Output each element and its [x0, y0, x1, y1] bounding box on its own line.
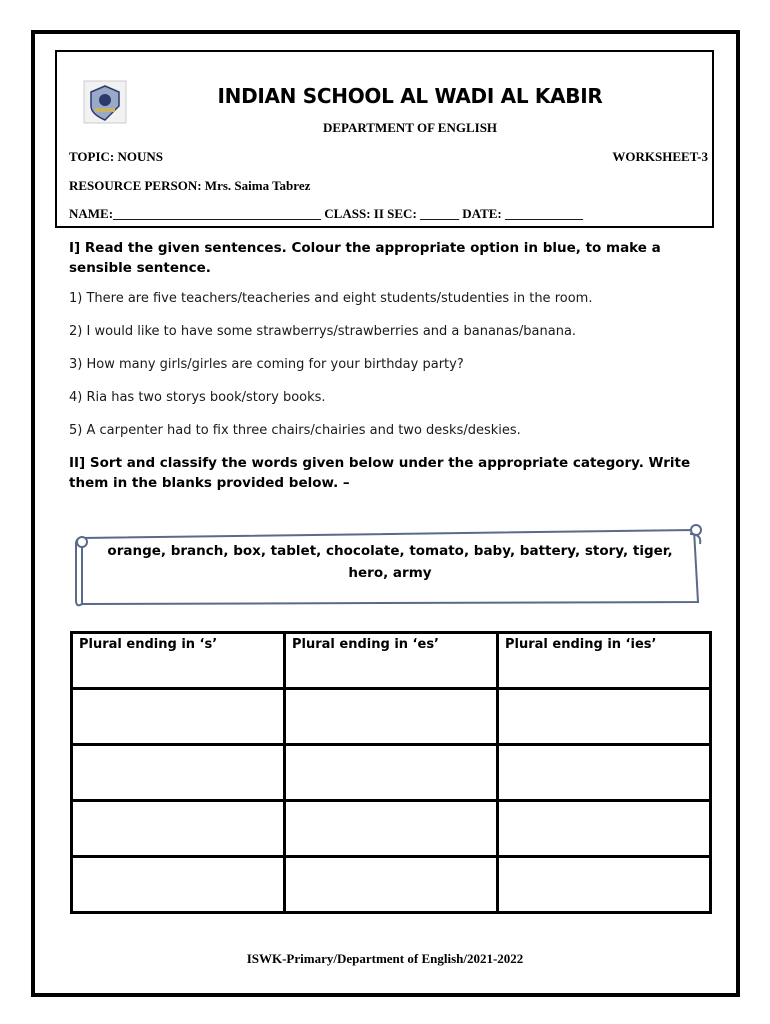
- header-plural-ies: Plural ending in ‘ies’: [498, 633, 711, 689]
- answer-cell[interactable]: [498, 689, 711, 745]
- answer-cell[interactable]: [498, 801, 711, 857]
- sentence-1: 1) There are five teachers/teacheries and eight students/studenties in the room.: [69, 291, 593, 306]
- header-plural-es: Plural ending in ‘es’: [285, 633, 498, 689]
- classification-table: [70, 631, 712, 914]
- sentence-5: 5) A carpenter had to fix three chairs/chairies and two desks/deskies.: [69, 423, 521, 438]
- table-row: [72, 857, 711, 913]
- answer-cell[interactable]: [285, 801, 498, 857]
- sentence-3: 3) How many girls/girles are coming for your birthday party?: [69, 357, 464, 372]
- answer-cell[interactable]: [72, 745, 285, 801]
- department-title: DEPARTMENT OF ENGLISH: [322, 120, 498, 135]
- school-name: INDIAN SCHOOL AL WADI AL KABIR: [217, 84, 603, 108]
- name-class-line: NAME:________________________________ CLASS: II SEC: ______ DATE: ____________: [69, 206, 584, 221]
- answer-cell[interactable]: [72, 857, 285, 913]
- answer-cell[interactable]: [72, 801, 285, 857]
- answer-cell[interactable]: [285, 857, 498, 913]
- footer-text: ISWK-Primary/Department of English/2021-2022: [246, 951, 524, 966]
- resource-person: RESOURCE PERSON: Mrs. Saima Tabrez: [69, 178, 311, 193]
- table-row: [72, 745, 711, 801]
- answer-cell[interactable]: [72, 689, 285, 745]
- sentence-4: 4) Ria has two storys book/story books.: [69, 390, 326, 405]
- word-bank: orange, branch, box, tablet, chocolate, tomato, baby, battery, story, tiger, hero, army: [107, 543, 673, 581]
- header-box: [55, 50, 714, 228]
- answer-cell[interactable]: [498, 745, 711, 801]
- header-plural-s: Plural ending in ‘s’: [72, 633, 285, 689]
- section2-heading: II] Sort and classify the words given below under the appropriate category. Write them in the blanks provided below. –: [69, 455, 691, 491]
- school-logo-icon: [83, 80, 127, 124]
- worksheet-number: WORKSHEET-3: [612, 149, 708, 164]
- answer-cell[interactable]: [285, 745, 498, 801]
- section1-heading: I] Read the given sentences. Colour the appropriate option in blue, to make a sensible sentence.: [69, 240, 661, 276]
- answer-cell[interactable]: [285, 689, 498, 745]
- table-row: [72, 801, 711, 857]
- topic-label: TOPIC: NOUNS: [69, 149, 164, 164]
- table-header-row: [72, 633, 711, 689]
- table-row: [72, 689, 711, 745]
- answer-cell[interactable]: [498, 857, 711, 913]
- sentence-2: 2) I would like to have some strawberrys/strawberries and a bananas/banana.: [69, 324, 577, 339]
